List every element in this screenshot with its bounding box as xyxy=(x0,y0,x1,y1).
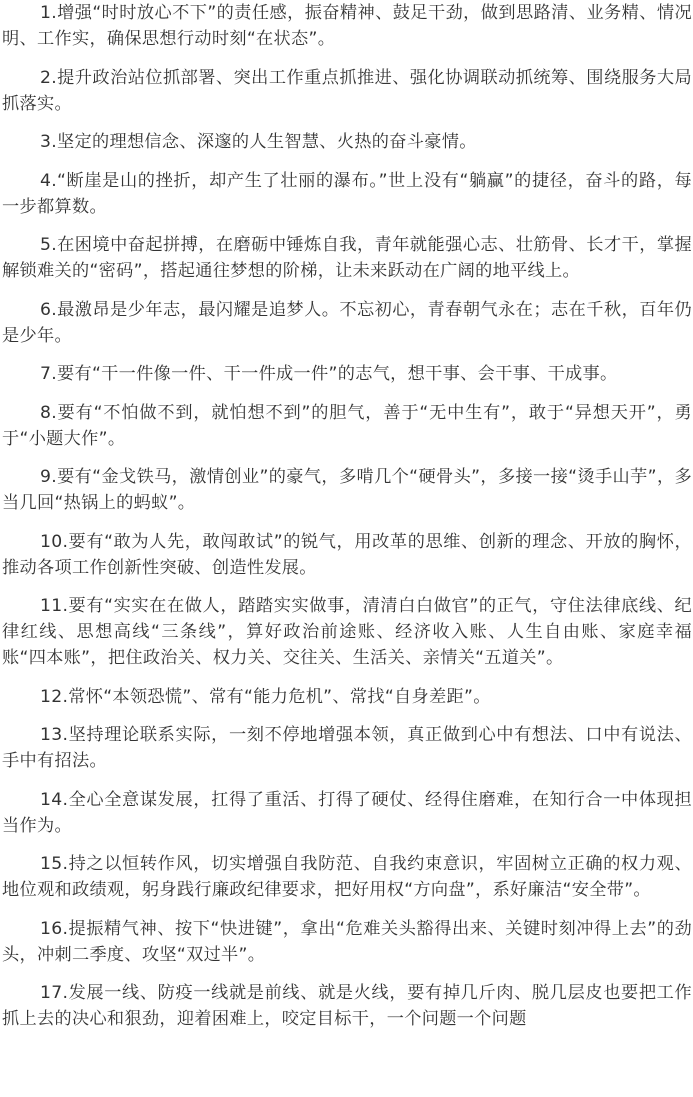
paragraph-11: 11.要有“实实在在做人，踏踏实实做事，清清白白做官”的正气，守住法律底线、纪律红线、思想高线“三条线”，算好政治前途账、经济收入账、人生自由账、家庭幸福账“四本账”，把住政治关、权力关、交往关、生活关、亲情关“五道关”。 xyxy=(2,596,692,668)
paragraph-5: 5.在困境中奋起拼搏，在磨砺中锤炼自我，青年就能强心志、壮筋骨、长才干，掌握解锁难关的“密码”，搭起通往梦想的阶梯，让未来跃动在广阔的地平线上。 xyxy=(2,235,692,281)
paragraph-6: 6.最激昂是少年志，最闪耀是追梦人。不忘初心，青春朝气永在；志在千秋，百年仍是少年。 xyxy=(2,299,692,346)
paragraph-13: 13.坚持理论联系实际，一刻不停地增强本领，真正做到心中有想法、口中有说法、手中有招法。 xyxy=(2,725,692,771)
paragraph-12: 12.常怀“本领恐慌”、常有“能力危机”、常找“自身差距”。 xyxy=(40,686,491,707)
paragraph-17: 17.发展一线、防疫一线就是前线、就是火线，要有掉几斤肉、脱几层皮也要把工作抓上去的决心和狠劲，迎着困难上，咬定目标干，一个问题一个问题 xyxy=(2,983,692,1029)
paragraph-10: 10.要有“敢为人先，敢闯敢试”的锐气，用改革的思维、创新的理念、开放的胸怀，推动各项工作创新性突破、创造性发展。 xyxy=(2,531,692,578)
paragraph-2: 2.提升政治站位抓部署、突出工作重点抓推进、强化协调联动抓统筹、围绕服务大局抓落实。 xyxy=(2,67,692,114)
paragraph-1: 1.增强“时时放心不下”的责任感，振奋精神、鼓足干劲，做到思路清、业务精、情况明、工作实，确保思想行动时刻“在状态”。 xyxy=(2,3,692,49)
paragraph-3: 3.坚定的理想信念、深邃的人生智慧、火热的奋斗豪情。 xyxy=(40,132,477,152)
article-body xyxy=(2,0,692,1045)
paragraph-15: 15.持之以恒转作风，切实增强自我防范、自我约束意识，牢固树立正确的权力观、地位观和政绩观，躬身践行廉政纪律要求，把好用权“方向盘”，系好廉洁“安全带”。 xyxy=(2,854,692,900)
paragraph-4: 4.“断崖是山的挫折，却产生了壮丽的瀑布。”世上没有“躺赢”的捷径，奋斗的路，每一步都算数。 xyxy=(2,170,692,217)
paragraph-16: 16.提振精气神、按下“快进键”，拿出“危难关头豁得出来、关键时刻冲得上去”的劲头，冲刺二季度、攻坚“双过半”。 xyxy=(2,918,692,965)
paragraph-7: 7.要有“干一件像一件、干一件成一件”的志气，想干事、会干事、干成事。 xyxy=(40,364,618,384)
paragraph-9: 9.要有“金戈铁马，激情创业”的豪气，多啃几个“硬骨头”，多接一接“烫手山芋”，多当几回“热锅上的蚂蚁”。 xyxy=(2,467,692,513)
paragraph-14: 14.全心全意谋发展，扛得了重活、打得了硬仗、经得住磨难，在知行合一中体现担当作为。 xyxy=(2,789,692,836)
paragraph-8: 8.要有“不怕做不到，就怕想不到”的胆气，善于“无中生有”，敢于“异想天开”，勇于“小题大作”。 xyxy=(2,402,692,449)
